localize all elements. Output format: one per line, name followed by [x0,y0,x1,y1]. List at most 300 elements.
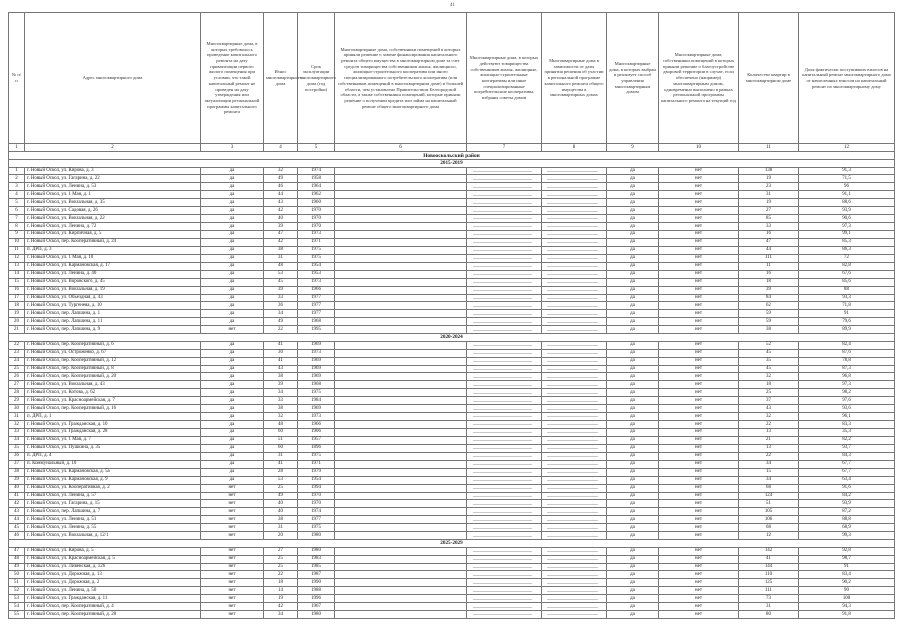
column-number-row [9,144,895,152]
value-cell: 14 [264,587,298,595]
value-cell: 1974 [298,167,335,175]
empty-cell [542,563,607,571]
table-row [9,341,895,349]
value-cell: 1969 [298,341,335,349]
empty-cell [542,302,607,310]
value-cell: 22 [264,571,298,579]
value-cell: да [201,302,264,310]
value-cell: 14 [9,270,25,278]
page-number: 41 [450,3,455,8]
table-row [9,183,895,191]
value-cell: да [607,405,659,413]
value-cell: да [607,381,659,389]
empty-cell [467,318,542,326]
empty-cell [467,349,542,357]
value-cell: да [607,302,659,310]
value-cell: 45 [9,524,25,532]
value-cell: 16 [739,231,799,239]
value-cell: 68,9 [799,524,895,532]
value-cell: 79,6 [799,318,895,326]
value-cell: да [201,397,264,405]
value-cell: 53 [264,270,298,278]
value-cell: нет [659,587,739,595]
value-cell: да [607,492,659,500]
empty-cell [335,516,467,524]
value-cell: 38 [264,516,298,524]
empty-cell [542,310,607,318]
empty-cell [542,286,607,294]
empty-cell [335,429,467,437]
value-cell: 2 [9,175,25,183]
value-cell: нет [659,429,739,437]
empty-cell [335,246,467,254]
value-cell: нет [659,444,739,452]
empty-cell [542,246,607,254]
value-cell: 1964 [298,183,335,191]
value-cell: да [201,167,264,175]
value-cell: нет [201,603,264,611]
value-cell: 41 [264,460,298,468]
value-cell: 29 [9,397,25,405]
empty-cell [542,516,607,524]
value-cell: 90 [799,587,895,595]
table-row [9,318,895,326]
empty-cell [467,611,542,619]
value-cell: 1 [9,167,25,175]
value-cell: 39 [264,381,298,389]
value-cell: нет [201,611,264,619]
value-cell: да [607,516,659,524]
value-cell: 13 [739,429,799,437]
column-header-1: № п/п [9,13,25,144]
empty-cell [542,476,607,484]
empty-cell [467,262,542,270]
address-cell: г. Новый Оскол, пер. Лапшина, д. 9 [25,326,201,334]
value-cell: 1966 [298,421,335,429]
empty-cell [542,349,607,357]
address-cell: п. Коммунальный, д. 10 [25,460,201,468]
empty-cell [335,223,467,231]
value-cell: да [201,254,264,262]
empty-cell [542,579,607,587]
value-cell: нет [659,611,739,619]
value-cell: 39 [9,476,25,484]
value-cell: 49 [9,563,25,571]
value-cell: 88 [799,286,895,294]
table-row [9,436,895,444]
address-cell: г. Новый Оскол, ул. Красноармейская, д. 7 [25,397,201,405]
value-cell: 53 [9,595,25,603]
value-cell: да [607,318,659,326]
value-cell: 60 [264,444,298,452]
value-cell: 42 [264,207,298,215]
value-cell: да [607,199,659,207]
value-cell: да [607,595,659,603]
value-cell: 35 [9,444,25,452]
empty-cell [335,555,467,563]
address-cell: п. ДРП, д. 1 [25,413,201,421]
value-cell: 83,3 [799,421,895,429]
empty-cell [335,460,467,468]
value-cell: 94,3 [799,603,895,611]
table-row [9,508,895,516]
value-cell: да [201,262,264,270]
value-cell: 32 [9,421,25,429]
value-cell: да [607,452,659,460]
value-cell: 1968 [298,381,335,389]
value-cell: нет [201,516,264,524]
table-row [9,476,895,484]
value-cell: 32 [739,413,799,421]
value-cell: 40 [264,508,298,516]
column-header-3: Многоквартирные дома, в которых требовалось проведение капитального ремонта на дату приватизации первого жилого помещения при условии, что такой капитальный ремонт не проведен на дату утверждения или актуализации региональной программы капитального ремонта [201,13,264,144]
column-number: 8 [542,144,607,152]
value-cell: 1975 [298,389,335,397]
empty-cell [335,262,467,270]
value-cell: 49 [264,175,298,183]
empty-cell [467,484,542,492]
value-cell: да [607,468,659,476]
empty-cell [542,460,607,468]
value-cell: 90,2 [799,579,895,587]
table-row [9,199,895,207]
empty-cell [335,397,467,405]
value-cell: 42 [9,500,25,508]
value-cell: 30 [264,349,298,357]
value-cell: 39 [264,223,298,231]
value-cell: 23 [739,183,799,191]
value-cell: 33 [739,223,799,231]
value-cell: да [201,373,264,381]
value-cell: 1970 [298,207,335,215]
value-cell: 87,6 [799,349,895,357]
value-cell: 21 [739,436,799,444]
value-cell: 1968 [298,318,335,326]
value-cell: да [201,207,264,215]
value-cell: 34 [264,310,298,318]
address-cell: г. Новый Оскол, ул. Гагарина, д. 22 [25,175,201,183]
value-cell: да [201,405,264,413]
address-cell: г. Новый Оскол, ул. Вокзальная, д. 35 [25,199,201,207]
value-cell: да [607,175,659,183]
value-cell: 68 [739,524,799,532]
empty-cell [335,468,467,476]
value-cell: 47 [9,547,25,555]
value-cell: 44 [739,246,799,254]
address-cell: г. Новый Оскол, пер. Лапшина, д. 1 [25,310,201,318]
value-cell: 59 [739,310,799,318]
value-cell: 98,7 [799,555,895,563]
address-cell: г. Новый Оскол, ул. Кирпичная, д. 5 [25,231,201,239]
value-cell: 43 [9,508,25,516]
value-cell: 38 [264,405,298,413]
table-row [9,326,895,334]
empty-cell [542,278,607,286]
address-cell: г. Новый Оскол, ул. Ленина, д. 53 [25,183,201,191]
empty-cell [335,413,467,421]
empty-cell [335,476,467,484]
value-cell: нет [659,452,739,460]
value-cell: нет [659,579,739,587]
value-cell: да [607,365,659,373]
empty-cell [542,444,607,452]
address-cell: г. Новый Оскол, ул. Ливенская, д. 126 [25,563,201,571]
table-row [9,413,895,421]
empty-cell [542,270,607,278]
empty-cell [335,571,467,579]
value-cell: 39 [264,286,298,294]
value-cell: 1970 [298,215,335,223]
value-cell: 33 [9,429,25,437]
table-row [9,468,895,476]
address-cell: г. Новый Оскол, ул. Вокзальная, д. 22 [25,215,201,223]
empty-cell [467,492,542,500]
empty-cell [467,436,542,444]
value-cell: 5 [9,199,25,207]
table-row [9,595,895,603]
address-cell: г. Новый Оскол, ул. Ленина, д. 55 [25,524,201,532]
column-header-8: Многоквартирные дома в зависимости от даты принятия решения об участии в региональной программе капитального ремонта общего имущества в многоквартирных домах [542,13,607,144]
value-cell: нет [659,405,739,413]
table-row [9,547,895,555]
value-cell: 1980 [298,547,335,555]
value-cell: 49 [264,318,298,326]
value-cell: 33 [264,294,298,302]
empty-cell [467,500,542,508]
value-cell: 28 [264,468,298,476]
value-cell: нет [659,532,739,540]
table-row [9,167,895,175]
value-cell: 9 [9,231,25,239]
value-cell: да [201,476,264,484]
value-cell: 22 [739,421,799,429]
empty-cell [542,468,607,476]
address-cell: г. Новый Оскол, ул. 1 Мая, д. 1 [25,191,201,199]
value-cell: нет [659,603,739,611]
address-cell: г. Новый Оскол, ул. 1 Мая, д. 10 [25,254,201,262]
period-row [9,160,895,168]
value-cell: 34 [264,611,298,619]
value-cell: да [607,191,659,199]
table-row [9,191,895,199]
empty-cell [542,175,607,183]
value-cell: 24 [9,357,25,365]
value-cell: да [607,460,659,468]
address-cell: г. Новый Оскол, пер. Кооперативный, д. 20 [25,373,201,381]
empty-cell [542,436,607,444]
value-cell: 20 [264,532,298,540]
value-cell: 21 [9,326,25,334]
empty-cell [542,547,607,555]
value-cell: да [201,468,264,476]
value-cell: 34 [264,389,298,397]
value-cell: 1971 [298,238,335,246]
value-cell: 31 [739,191,799,199]
value-cell: 62 [739,302,799,310]
empty-cell [467,270,542,278]
value-cell: да [607,579,659,587]
empty-cell [467,595,542,603]
value-cell: да [201,421,264,429]
empty-cell [542,318,607,326]
value-cell: да [607,278,659,286]
address-cell: г. Новый Оскол, ул. Садовая, д. 26 [25,207,201,215]
address-cell: п. ДРП, д. 4 [25,452,201,460]
value-cell: 40 [264,500,298,508]
table-row [9,349,895,357]
value-cell: нет [659,215,739,223]
value-cell: да [607,246,659,254]
value-cell: нет [201,547,264,555]
empty-cell [467,286,542,294]
value-cell: да [607,603,659,611]
value-cell: да [607,183,659,191]
value-cell: 37 [739,397,799,405]
value-cell: 22 [264,326,298,334]
address-cell: г. Новый Оскол, ул. Ленина, д. 72 [25,223,201,231]
value-cell: 37 [9,460,25,468]
table-row [9,246,895,254]
column-number: 3 [201,144,264,152]
value-cell: да [607,555,659,563]
address-cell: г. Новый Оскол, пер. Кооперативный, д. 28 [25,611,201,619]
empty-cell [335,547,467,555]
empty-cell [335,254,467,262]
value-cell: 16 [9,286,25,294]
column-header-10: Многоквартирные дома, собственники помещений в которых приняли решение о благоустройстве дворовой территории в случае, если обеспечено (например) многоквартирным домом, одновременно выполнено в рамках региональной программы капитального ремонта на текущий год [659,13,739,144]
value-cell: да [201,365,264,373]
table-row [9,429,895,437]
value-cell: 7 [9,215,25,223]
empty-cell [335,318,467,326]
value-cell: 85 [739,215,799,223]
table-row [9,484,895,492]
value-cell: 144 [739,563,799,571]
empty-cell [467,357,542,365]
value-cell: 72 [799,254,895,262]
value-cell: нет [659,436,739,444]
value-cell: 12 [739,532,799,540]
value-cell: 13 [9,262,25,270]
value-cell: 1958 [298,175,335,183]
table-row [9,357,895,365]
value-cell: 25 [739,389,799,397]
value-cell: 19 [264,595,298,603]
empty-cell [335,381,467,389]
empty-cell [335,500,467,508]
value-cell: 99,1 [799,231,895,239]
value-cell: 3 [9,183,25,191]
value-cell: 44 [264,191,298,199]
value-cell: 27 [9,381,25,389]
value-cell: нет [659,381,739,389]
value-cell: нет [201,571,264,579]
address-cell: п. ДРП, д. 3 [25,246,201,254]
value-cell: да [201,294,264,302]
value-cell: да [201,183,264,191]
value-cell: 96 [799,183,895,191]
value-cell: да [607,547,659,555]
table-row [9,492,895,500]
address-cell: г. Новый Оскол, ул. Ленина, д. 50 [25,587,201,595]
empty-cell [335,563,467,571]
value-cell: 48 [264,421,298,429]
value-cell: 26 [9,373,25,381]
address-cell: г. Новый Оскол, ул. Гагарина, д. 15 [25,500,201,508]
empty-cell [335,183,467,191]
value-cell: 1979 [298,468,335,476]
empty-cell [542,429,607,437]
value-cell: 55 [9,611,25,619]
address-cell: г. Новый Оскол, ул. Воровского, д. 45 [25,278,201,286]
value-cell: 4 [9,191,25,199]
district-row [9,152,895,160]
empty-cell [542,484,607,492]
empty-cell [335,444,467,452]
value-cell: 1962 [298,191,335,199]
empty-cell [467,223,542,231]
value-cell: да [607,532,659,540]
value-cell: нет [659,547,739,555]
empty-cell [467,468,542,476]
value-cell: 25 [264,484,298,492]
value-cell: 35 [739,357,799,365]
empty-cell [335,595,467,603]
table-row [9,175,895,183]
value-cell: нет [201,563,264,571]
value-cell: да [607,373,659,381]
column-number: 7 [467,144,542,152]
empty-cell [542,397,607,405]
value-cell: нет [659,563,739,571]
empty-cell [542,207,607,215]
empty-cell [542,492,607,500]
value-cell: 88,8 [799,516,895,524]
value-cell: да [607,286,659,294]
value-cell: 98,2 [799,389,895,397]
value-cell: 1953 [298,270,335,278]
empty-cell [335,215,467,223]
value-cell: да [201,444,264,452]
value-cell: 25 [264,555,298,563]
value-cell: 84,3 [799,452,895,460]
value-cell: 18 [739,278,799,286]
value-cell: 142 [739,547,799,555]
value-cell: да [607,524,659,532]
value-cell: 50 [9,571,25,579]
value-cell: 47 [739,238,799,246]
value-cell: 1975 [298,524,335,532]
value-cell: 100 [799,595,895,603]
value-cell: 39 [739,286,799,294]
value-cell: да [607,254,659,262]
value-cell: 18 [739,381,799,389]
address-cell: г. Новый Оскол, пер. Кооперативный, д. 12 [25,357,201,365]
value-cell: нет [659,191,739,199]
value-cell: да [201,286,264,294]
value-cell: 51 [739,500,799,508]
empty-cell [467,587,542,595]
value-cell: нет [659,492,739,500]
value-cell: нет [659,595,739,603]
period-row [9,540,895,548]
value-cell: 23 [9,349,25,357]
value-cell: нет [659,555,739,563]
empty-cell [542,500,607,508]
value-cell: нет [201,492,264,500]
address-cell: г. Новый Оскол, ул. Кармановская, д. 5а [25,468,201,476]
table-row [9,611,895,619]
